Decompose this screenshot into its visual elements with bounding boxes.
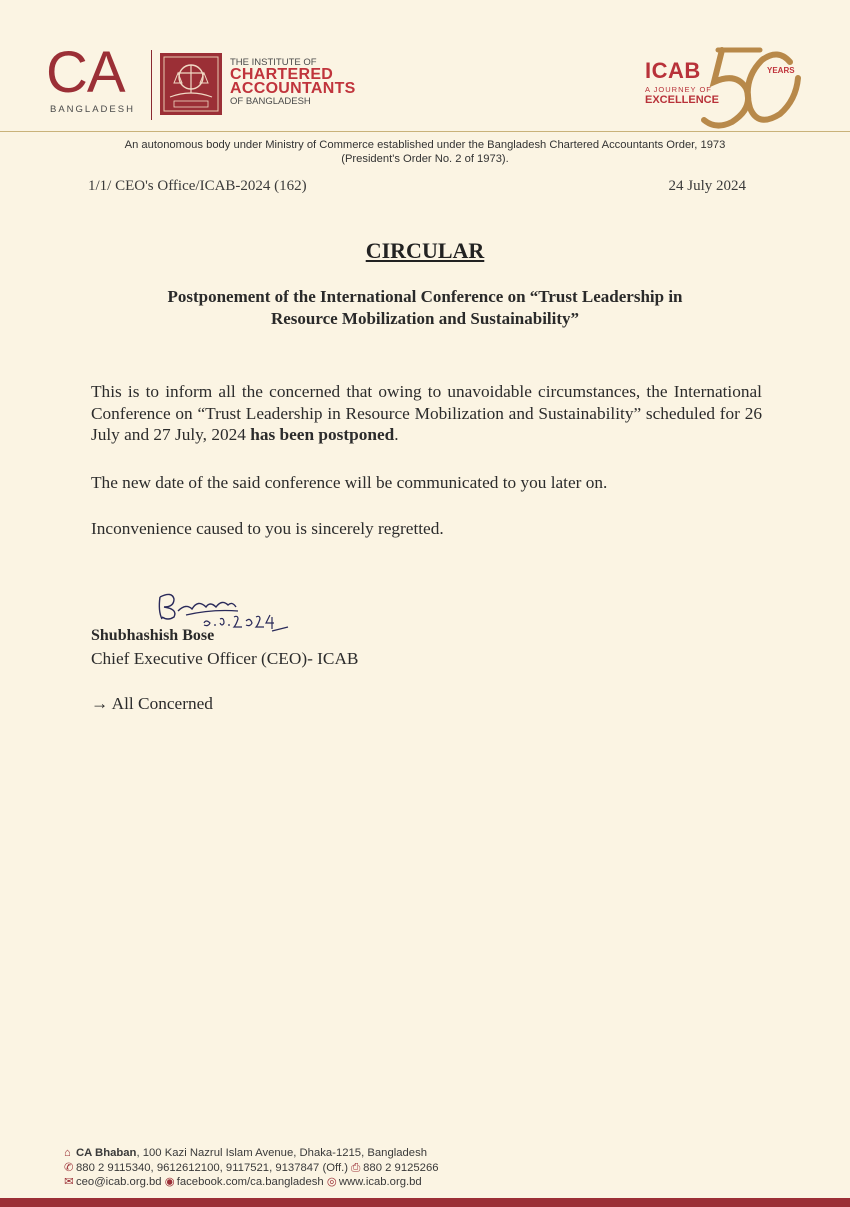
subject-heading bbox=[100, 286, 750, 330]
subject-line-1: Postponement of the International Conference on “Trust Leadership in bbox=[167, 287, 683, 306]
reference-number: 1/1/ CEO's Office/ICAB-2024 (162) bbox=[88, 178, 307, 194]
circular-title: CIRCULAR bbox=[365, 238, 485, 263]
footer-email[interactable]: ceo@icab.org.bd bbox=[76, 1176, 162, 1188]
globe-icon: ◎ bbox=[326, 1176, 337, 1188]
paragraph-announcement-end: . bbox=[394, 425, 399, 444]
postponed-emphasis: has been postponed bbox=[250, 425, 395, 444]
autonomous-line-1: An autonomous body under Ministry of Commerce established under the Bangladesh Chartered Accountants Order, 1973 bbox=[124, 139, 726, 151]
letter-date: 24 July 2024 bbox=[668, 178, 746, 194]
institute-line-3: ACCOUNTANTS bbox=[230, 80, 356, 97]
signer-name: Shubhashish Bose bbox=[91, 627, 215, 644]
footer-band bbox=[0, 1198, 850, 1207]
logo-divider bbox=[151, 50, 152, 120]
footer-address-bold: CA Bhaban bbox=[76, 1147, 137, 1159]
ca-logo-country: BANGLADESH bbox=[50, 104, 135, 115]
icab-years-label: YEARS bbox=[767, 66, 795, 75]
footer-fax-number: 880 2 9125266 bbox=[363, 1161, 439, 1174]
phone-icon: ✆ bbox=[64, 1161, 74, 1174]
ca-logo-letters: CA bbox=[46, 40, 125, 105]
contact-footer bbox=[64, 1146, 439, 1190]
autonomous-statement bbox=[60, 138, 790, 166]
autonomous-line-2: (President's Order No. 2 of 1973). bbox=[341, 153, 509, 165]
icab-tagline-small: A JOURNEY OF bbox=[645, 85, 712, 94]
footer-address-rest: , 100 Kazi Nazrul Islam Avenue, Dhaka-1215, Bangladesh bbox=[136, 1147, 428, 1159]
footer-address bbox=[64, 1146, 439, 1161]
letterhead bbox=[0, 0, 850, 131]
icab-name: ICAB bbox=[645, 58, 701, 83]
icab-50-years-logo bbox=[640, 42, 805, 132]
paragraph-announcement-text: This is to inform all the concerned that owing to unavoidable circumstances, the International Conference on “Trust Leadership in Resource Mobilization and Sustainability” scheduled for 26 July and 27 July, 2024 bbox=[91, 382, 762, 444]
paragraph-regret: Inconvenience caused to you is sincerely regretted. bbox=[91, 519, 444, 538]
icab-tagline-big: EXCELLENCE bbox=[645, 94, 719, 106]
email-icon: ✉ bbox=[64, 1176, 74, 1188]
footer-website[interactable]: www.icab.org.bd bbox=[338, 1176, 422, 1188]
paragraph-announcement bbox=[91, 381, 762, 446]
institute-crest-icon bbox=[160, 53, 222, 115]
facebook-icon: ◉ bbox=[164, 1176, 175, 1188]
institute-name bbox=[230, 58, 356, 107]
ca-bangladesh-logo bbox=[46, 40, 146, 120]
institute-line-4: OF BANGLADESH bbox=[230, 96, 311, 107]
institute-line-2: CHARTERED bbox=[230, 66, 334, 83]
signer-title: Chief Executive Officer (CEO)- ICAB bbox=[91, 649, 359, 668]
home-icon: ⌂ bbox=[64, 1147, 71, 1159]
distribution-list: → All Concerned bbox=[91, 694, 213, 713]
header-rule bbox=[0, 131, 850, 132]
footer-online bbox=[64, 1175, 439, 1190]
fax-icon: ⎙ bbox=[351, 1161, 361, 1174]
paragraph-new-date: The new date of the said conference will be communicated to you later on. bbox=[91, 473, 608, 492]
footer-facebook[interactable]: facebook.com/ca.bangladesh bbox=[176, 1176, 324, 1188]
icab-text-block bbox=[645, 60, 719, 106]
footer-phones bbox=[64, 1161, 439, 1176]
footer-phone-numbers: 880 2 9115340, 9612612100, 9117521, 9137847 (Off.) bbox=[76, 1161, 348, 1174]
institute-line-1: THE INSTITUTE OF bbox=[230, 57, 317, 68]
subject-line-2: Resource Mobilization and Sustainability” bbox=[270, 309, 580, 328]
